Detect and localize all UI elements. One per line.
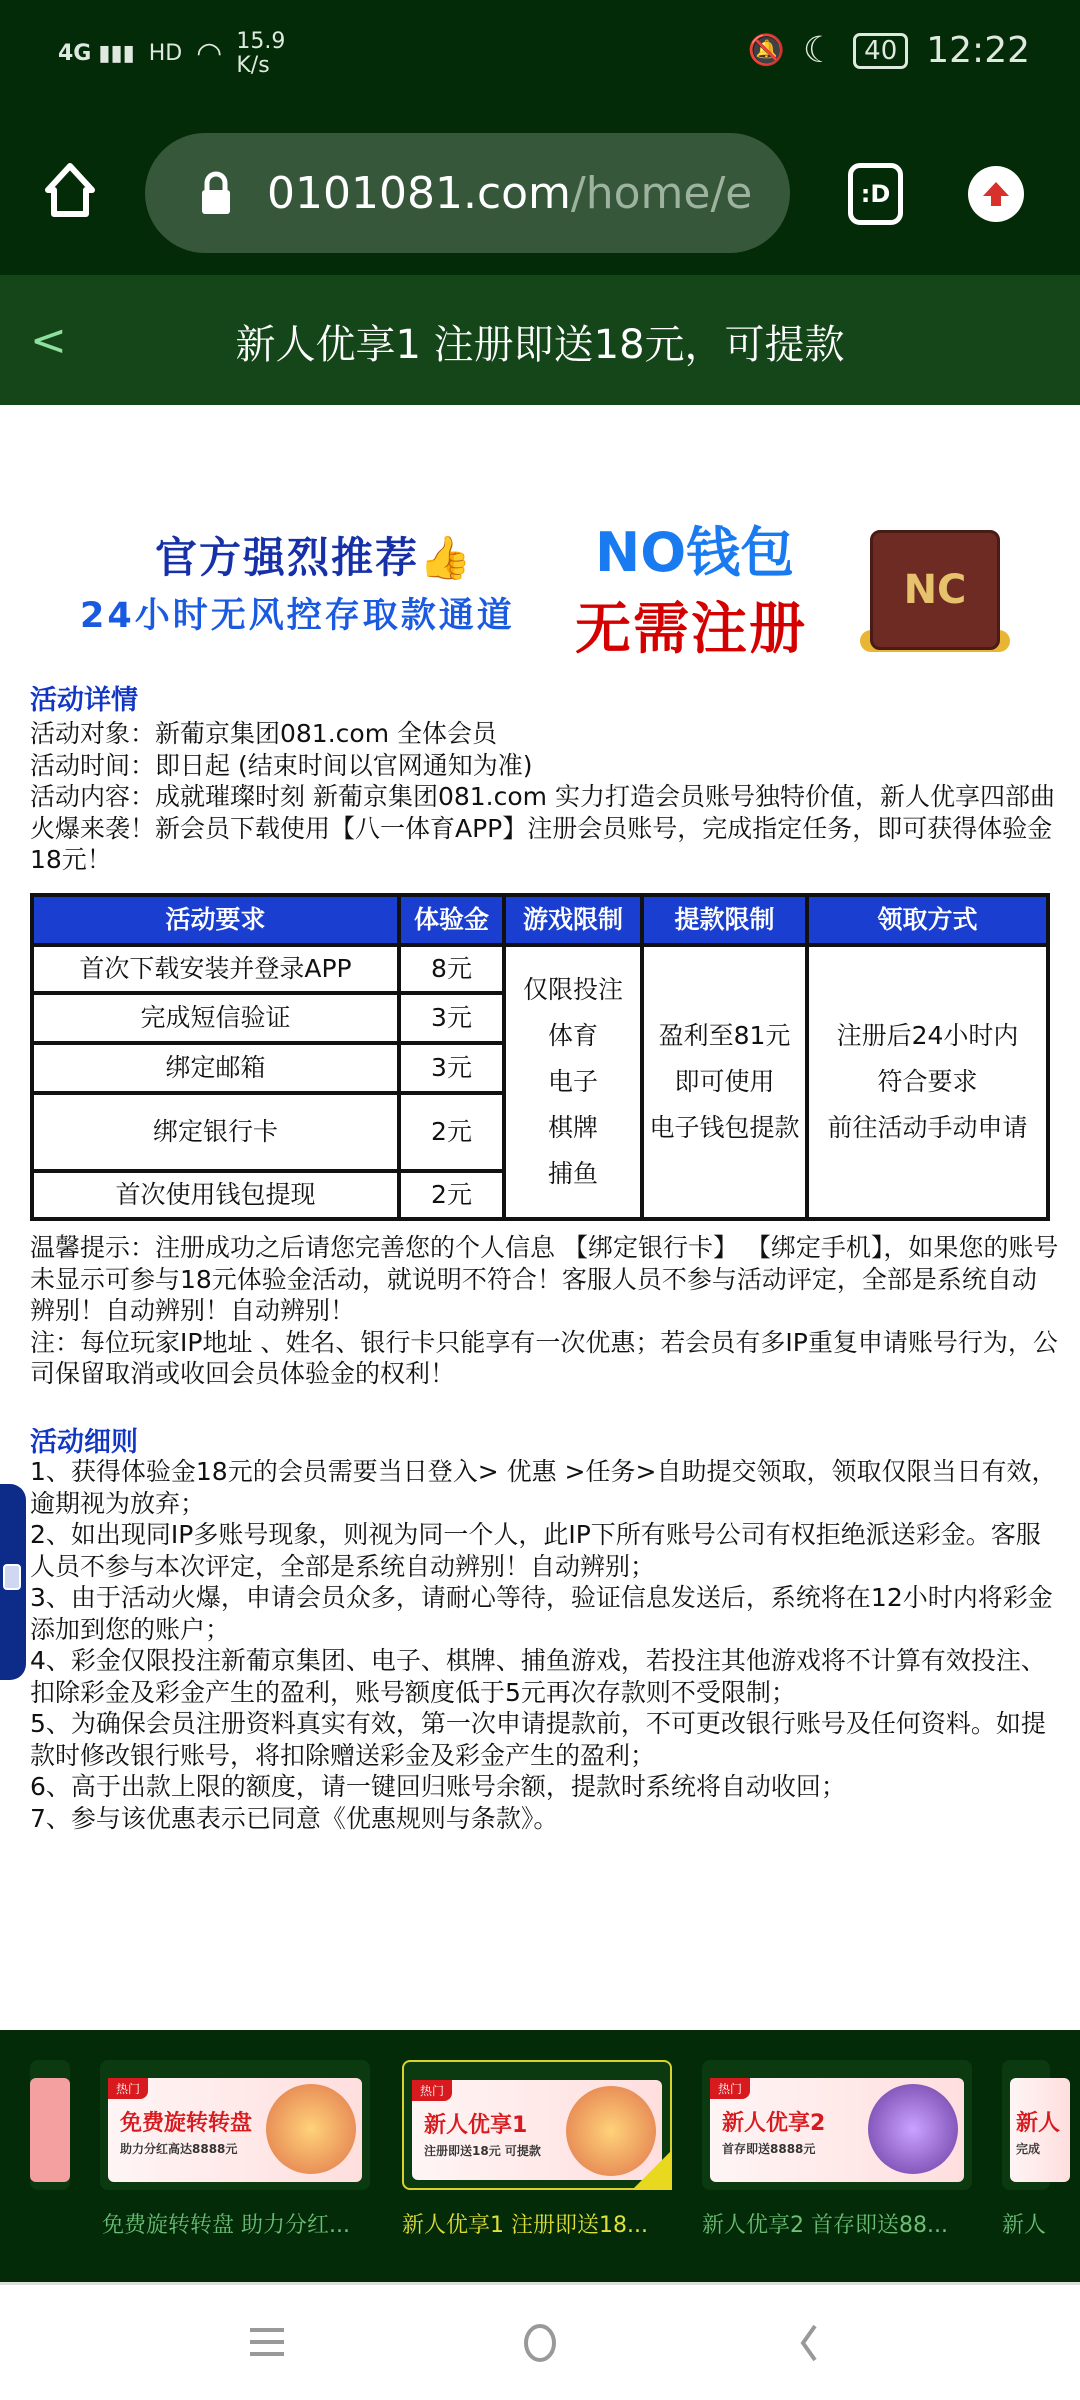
promo-table [30,893,1050,1221]
column-header: 提款限制 [642,895,807,945]
promo-banner[interactable] [60,500,1020,660]
card-title: 免费旋转转盘 [120,2111,253,2136]
bonus-cell: 2元 [399,1093,504,1171]
rule-item: 3、由于活动火爆，申请会员众多，请耐心等待，验证信息发送后，系统将在12小时内将彩金添加到您的账户； [30,1583,1053,1644]
card-subtitle: 首存即送8888元 [722,2142,816,2156]
tip-text: 温馨提示：注册成功之后请您完善您的个人信息 【绑定银行卡】 【绑定手机】，如果您的账号未显示可参与18元体验金活动，就说明不符合！客服人员不参与活动评定，全部是系统自动辨别！自动辨别！自动辨别！ [30,1233,1059,1325]
url-bar[interactable] [145,133,790,253]
banner-line3: 无需注册 [575,597,807,662]
url-host: 0101081.com [267,167,571,219]
column-header: 活动要求 [32,895,399,945]
details-line: 活动内容：成就璀璨时刻 新葡京集团081.com 实力打造会员账号独特价值，新人优享四部曲火爆来袭！新会员下载使用【八一体育APP】注册会员账号，完成指定任务，即可获得体验金18元！ [30,782,1055,874]
details-line: 活动对象：新葡京集团081.com 全体会员 [30,719,498,748]
back-icon[interactable] [797,2323,821,2363]
bonus-cell: 3元 [399,993,504,1043]
tv-icon [3,1564,21,1590]
banner-line2: 24小时无风控存取款通道 [80,596,515,636]
page-title: 新人优享1 注册即送18元，可提款 [235,322,845,368]
column-header: 领取方式 [807,895,1048,945]
moon-icon: ☾ [802,30,836,71]
promo-card[interactable] [702,2060,972,2190]
wallet-image: NC [870,530,1000,650]
status-bar [0,0,1080,275]
promo-card-partial[interactable] [1002,2060,1061,2190]
menu-icon[interactable] [250,2325,284,2359]
clock: 12:22 [926,30,1030,71]
bonus-cell: 2元 [399,1171,504,1219]
details-heading: 活动详情 [30,685,138,716]
card-title: 新人优享1 [424,2113,528,2138]
requirement-cell: 首次使用钱包提现 [32,1171,399,1219]
hot-tag: 热门 [412,2080,452,2101]
banner-brand: NO钱包 [595,521,795,584]
promo-card-selected[interactable] [402,2060,672,2190]
mute-bell-icon: 🔕 [747,33,785,68]
url-path: /home/e [570,167,753,219]
promo-card[interactable] [100,2060,370,2190]
details-text [30,718,1060,876]
requirement-cell: 完成短信验证 [32,993,399,1043]
update-button[interactable] [968,166,1024,222]
details-line: 活动时间：即日起 (结束时间以官网通知为准) [30,750,533,780]
card-title: 新人优享2 [722,2111,826,2136]
withdraw-limit-cell: 盈利至81元 即可使用 电子钱包提款 [642,945,807,1219]
wheel-image [266,2084,356,2174]
rules-list [30,1456,1060,1834]
home-icon[interactable] [40,160,100,220]
lock-icon [200,172,232,214]
tabs-button[interactable]: :D [848,163,903,225]
page-header [0,275,1080,405]
note-text: 注：每位玩家IP地址 、姓名、银行卡只能享有一次优惠；若会员有多IP重复申请账号行为，公司保留取消或收回会员体验金的权利！ [30,1327,1058,1388]
requirement-cell: 绑定邮箱 [32,1043,399,1093]
card-caption[interactable]: 免费旋转转盘 助力分红... [102,2213,350,2238]
rules-heading: 活动细则 [30,1427,138,1458]
battery-icon: 40 [853,33,908,69]
card-subtitle: 完成 [1016,2142,1041,2156]
table-header-row [32,895,1048,945]
bonus-cell: 8元 [399,945,504,993]
signal-icon: 4G ▮▮▮ [58,41,135,66]
card-subtitle: 助力分红高达8888元 [120,2142,238,2156]
requirement-cell: 首次下载安装并登录APP [32,945,399,993]
hot-tag: 热门 [108,2078,148,2099]
promo-carousel[interactable] [0,2030,1080,2282]
card-title: 新人 [1016,2111,1061,2136]
card-subtitle: 注册即送18元 可提款 [424,2144,541,2158]
column-header: 体验金 [399,895,504,945]
requirement-cell: 绑定银行卡 [32,1093,399,1171]
game-limit-cell: 仅限投注 体育 电子 棋牌 捕鱼 [504,945,642,1219]
hd-icon: HD [148,41,183,66]
rule-item: 7、参与该优惠表示已同意《优惠规则与条款》。 [30,1803,559,1833]
back-button[interactable]: < [30,315,67,366]
promo-card-partial[interactable] [30,2060,70,2190]
floating-live-tab[interactable] [0,1484,26,1680]
bonus-cell: 3元 [399,1043,504,1093]
card-caption[interactable]: 新人优享2 首存即送88... [702,2213,948,2238]
card-caption[interactable]: 新人 [1002,2213,1047,2238]
banner-line1: 官方强烈推荐👍 [155,533,474,582]
system-nav-bar [0,2282,1080,2400]
hot-tag: 热门 [710,2078,750,2099]
rule-item: 4、彩金仅限投注新葡京集团、电子、棋牌、捕鱼游戏，若投注其他游戏将不计算有效投注、扣除彩金及彩金产生的盈利，账号额度低于5元再次存款则不受限制； [30,1646,1046,1707]
arrow-up-icon [981,179,1011,209]
network-speed: 15.9 K/s [236,29,286,78]
home-circle-icon[interactable] [522,2323,558,2363]
rule-item: 2、如出现同IP多账号现象，则视为同一个人，此IP下所有账号公司有权拒绝派送彩金。客服人员不参与本次评定，全部是系统自动辨别！自动辨别； [30,1520,1041,1581]
check-icon [632,2150,672,2190]
notice-text [30,1232,1060,1390]
character-image [868,2084,958,2174]
rule-item: 6、高于出款上限的额度，请一键回归账号余额，提款时系统将自动收回； [30,1772,846,1801]
column-header: 游戏限制 [504,895,642,945]
table-row [32,945,1048,993]
claim-method-cell: 注册后24小时内 符合要求 前往活动手动申请 [807,945,1048,1219]
wifi-icon: ◠ [196,36,223,71]
card-caption-selected[interactable]: 新人优享1 注册即送18... [402,2213,648,2238]
rule-item: 5、为确保会员注册资料真实有效，第一次申请提款前，不可更改银行账号及任何资料。如提款时修改银行账号，将扣除赠送彩金及彩金产生的盈利； [30,1709,1046,1770]
rule-item: 1、获得体验金18元的会员需要当日登入> 优惠 >任务>自助提交领取，领取仅限当日有效，逾期视为放弃； [30,1457,1057,1518]
